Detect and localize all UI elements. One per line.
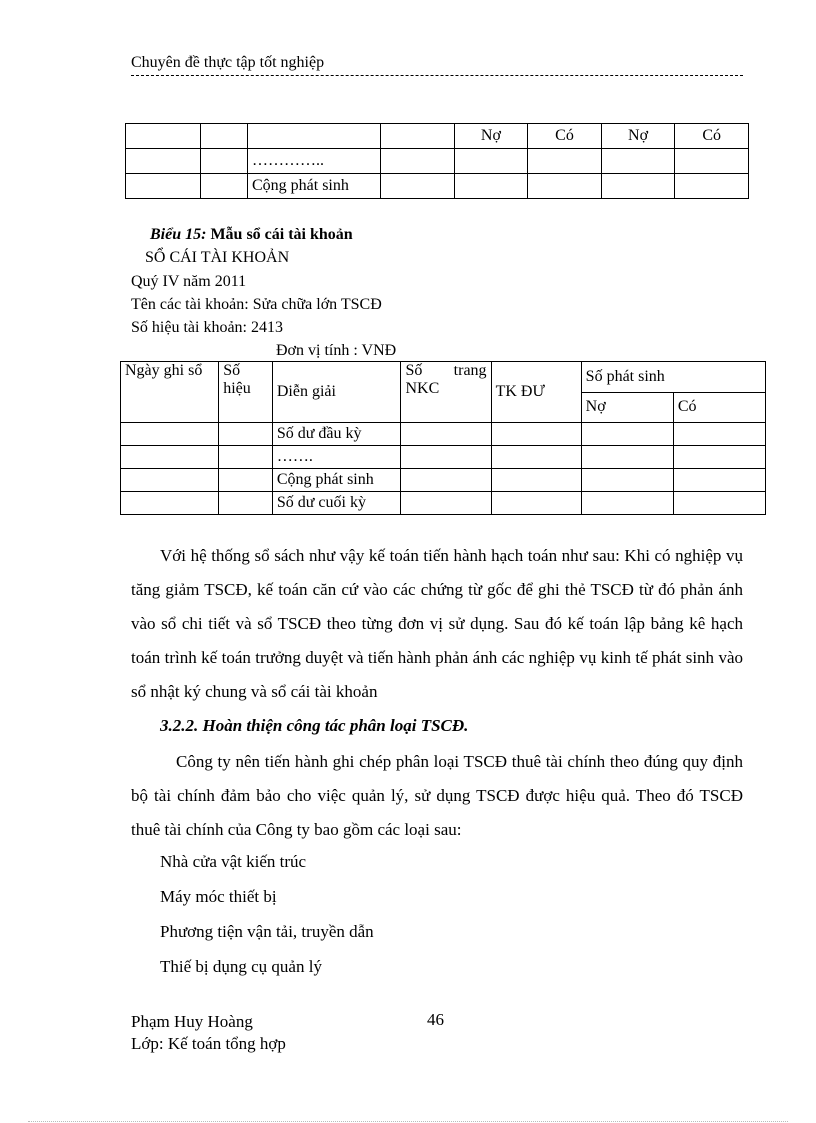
debit-header: Nợ — [601, 124, 675, 149]
credit-header: Có — [528, 124, 602, 149]
table-row — [126, 149, 749, 174]
footer-author: Phạm Huy Hoàng — [131, 1012, 253, 1031]
debit-header: Nợ — [454, 124, 528, 149]
credit-header: Có — [675, 124, 749, 149]
ledger-unit: Đơn vị tính : VNĐ — [276, 342, 397, 359]
list-item: Nhà cửa vật kiến trúc — [160, 852, 307, 871]
page-number: 46 — [427, 1010, 444, 1029]
table-row — [126, 124, 749, 149]
ledger-account-number: Số hiệu tài khoản: 2413 — [131, 319, 283, 336]
body-paragraph: Với hệ thống sổ sách như vậy kế toán tiến hành hạch toán như sau: Khi có nghiệp vụ tăng giảm TSCĐ, kế toán căn cứ vào các chứng từ gốc để ghi thẻ TSCĐ từ đó phản ánh vào sổ chi tiết và sổ TSCĐ theo từng đơn vị sử dụng. Sau đó kế toán lập bảng kê hạch toán trình kế toán trưởng duyệt và tiến hành phản ánh các nghiệp vụ kinh tế phát sinh vào sổ nhật ký chung và sổ cái tài khoản — [131, 546, 743, 701]
col-header-credit: Có — [673, 392, 765, 423]
ledger-title: SỔ CÁI TÀI KHOẢN — [145, 249, 290, 266]
col-header-description: Diễn giải — [272, 362, 401, 423]
table-cell: ……. — [272, 446, 401, 469]
table-cell: Số dư cuối kỳ — [272, 492, 401, 515]
caption-text: Mẫu sổ cái tài khoản — [210, 226, 353, 243]
footer-class: Lớp: Kế toán tổng hợp — [131, 1034, 286, 1053]
col-header-page: Số trang NKC — [401, 362, 491, 423]
col-header-debit: Nợ — [581, 392, 673, 423]
page-header: Chuyên đề thực tập tốt nghiệp — [131, 54, 325, 71]
journal-table-fragment — [125, 123, 749, 199]
page-bottom-divider — [28, 1121, 788, 1122]
table-cell: Số dư đầu kỳ — [272, 423, 401, 446]
caption-label: Biểu 15: — [150, 226, 207, 243]
col-header-number: Số hiệu — [219, 362, 273, 423]
body-paragraph: Công ty nên tiến hành ghi chép phân loại TSCĐ thuê tài chính theo đúng quy định bộ tài chính đảm bảo cho việc quản lý, sử dụng TSCĐ được hiệu quả. Theo đó TSCĐ thuê tài chính của Công ty bao gồm các loại sau: — [131, 752, 743, 839]
ledger-table — [120, 361, 766, 515]
table-header-row — [121, 362, 766, 393]
table-row — [121, 469, 766, 492]
list-item: Phương tiện vận tải, truyền dẫn — [160, 922, 374, 941]
table-row — [121, 492, 766, 515]
section-heading: 3.2.2. Hoàn thiện công tác phân loại TSCĐ. — [160, 716, 469, 735]
ledger-account-name: Tên các tài khoản: Sửa chữa lớn TSCĐ — [131, 296, 382, 313]
table-cell: Cộng phát sinh — [247, 174, 380, 199]
col-header-amount: Số phát sinh — [581, 362, 765, 393]
header-divider — [131, 75, 743, 76]
table-row — [121, 446, 766, 469]
figure-caption — [150, 226, 353, 244]
list-item: Thiế bị dụng cụ quản lý — [160, 957, 322, 976]
table-row — [126, 174, 749, 199]
table-cell: Cộng phát sinh — [272, 469, 401, 492]
list-item: Máy móc thiết bị — [160, 887, 277, 906]
ledger-period: Quý IV năm 2011 — [131, 273, 247, 290]
col-header-date: Ngày ghi sổ — [121, 362, 219, 423]
col-header-contra-account: TK ĐƯ — [491, 362, 581, 423]
table-row — [121, 423, 766, 446]
table-cell: ………….. — [247, 149, 380, 174]
